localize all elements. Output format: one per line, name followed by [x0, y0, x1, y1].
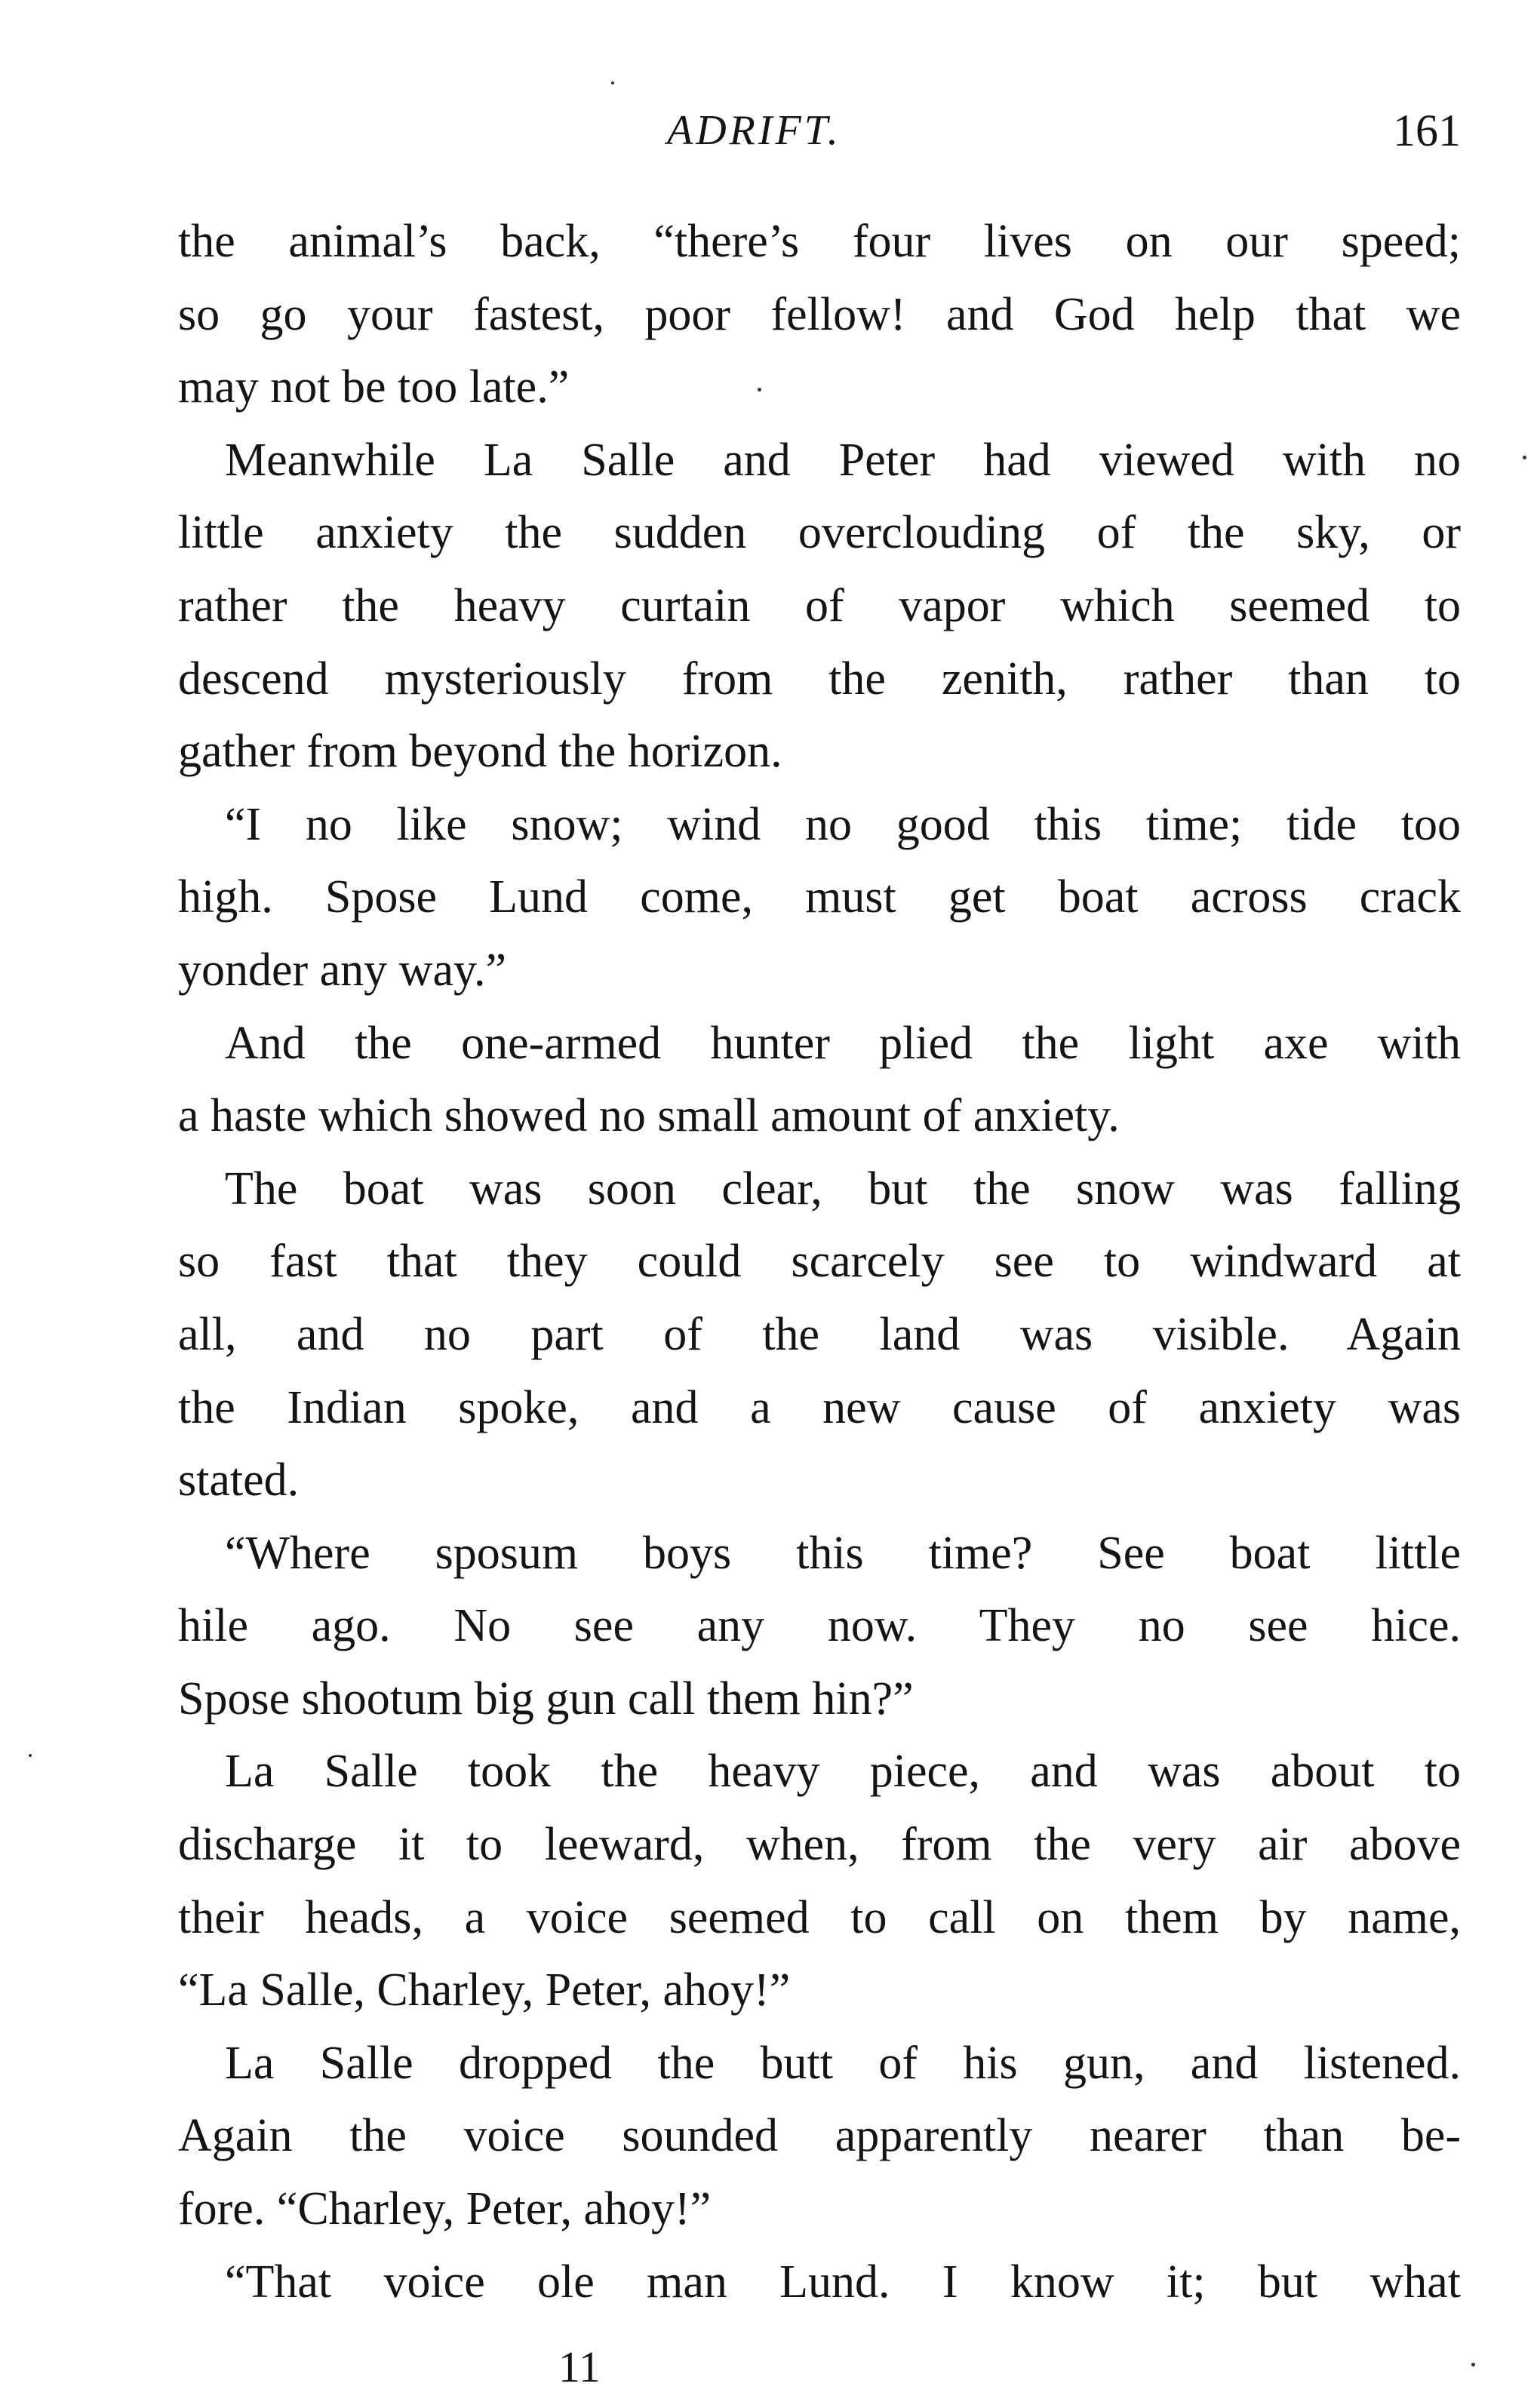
- text-line: all, and no part of the land was visible. Again: [178, 1308, 1461, 1360]
- text-line: high. Spose Lund come, must get boat across crack: [178, 871, 1461, 923]
- text-line: yonder any way.”: [178, 944, 506, 996]
- text-line: fore. “Charley, Peter, ahoy!”: [178, 2183, 712, 2235]
- text-line: stated.: [178, 1454, 300, 1507]
- signature-mark: 11: [558, 2342, 601, 2391]
- text-line: so fast that they could scarcely see to windward at: [178, 1236, 1461, 1288]
- body-text: [178, 205, 1461, 2318]
- text-line: rather the heavy curtain of vapor which seemed to: [178, 579, 1461, 631]
- text-line: may not be too late.”: [178, 361, 570, 413]
- page-number: 161: [1393, 106, 1461, 155]
- text-line: “That voice ole man Lund. I know it; but what: [225, 2256, 1461, 2308]
- running-title: ADRIFT.: [667, 107, 841, 154]
- text-line: so go your fastest, poor fellow! and God help that we: [178, 288, 1461, 340]
- text-line: gather from beyond the horizon.: [178, 726, 782, 778]
- text-line: a haste which showed no small amount of anxiety.: [178, 1090, 1120, 1142]
- text-line: Spose shootum big gun call them hin?”: [178, 1672, 914, 1725]
- text-line: hile ago. No see any now. They no see hice.: [178, 1600, 1461, 1652]
- text-line: The boat was soon clear, but the snow was falling: [225, 1163, 1461, 1215]
- text-line: “La Salle, Charley, Peter, ahoy!”: [178, 1964, 791, 2016]
- print-speck: [611, 81, 614, 84]
- text-line: little anxiety the sudden overclouding of the sky, or: [178, 507, 1461, 559]
- text-line: descend mysteriously from the zenith, rather than to: [178, 653, 1461, 705]
- text-line: “I no like snow; wind no good this time; tide too: [225, 798, 1461, 850]
- print-speck: [29, 1754, 32, 1757]
- text-line: discharge it to leeward, when, from the very air above: [178, 1819, 1461, 1871]
- text-line: Meanwhile La Salle and Peter had viewed with no: [225, 434, 1461, 486]
- text-line: the Indian spoke, and a new cause of anxiety was: [178, 1381, 1461, 1433]
- print-speck: [1523, 456, 1526, 459]
- print-speck: [758, 388, 761, 392]
- text-line: La Salle took the heavy piece, and was about to: [225, 1746, 1461, 1798]
- text-line: La Salle dropped the butt of his gun, and listened.: [225, 2037, 1461, 2089]
- print-speck: [1471, 2363, 1475, 2367]
- text-line: And the one-armed hunter plied the light axe with: [225, 1017, 1461, 1069]
- text-line: their heads, a voice seemed to call on them by name,: [178, 1891, 1461, 1943]
- text-line: “Where sposum boys this time? See boat little: [225, 1527, 1461, 1579]
- text-line: the animal’s back, “there’s four lives on our speed;: [178, 216, 1461, 267]
- page-header: [178, 97, 1461, 164]
- text-line: Again the voice sounded apparently nearer than be-: [178, 2110, 1461, 2162]
